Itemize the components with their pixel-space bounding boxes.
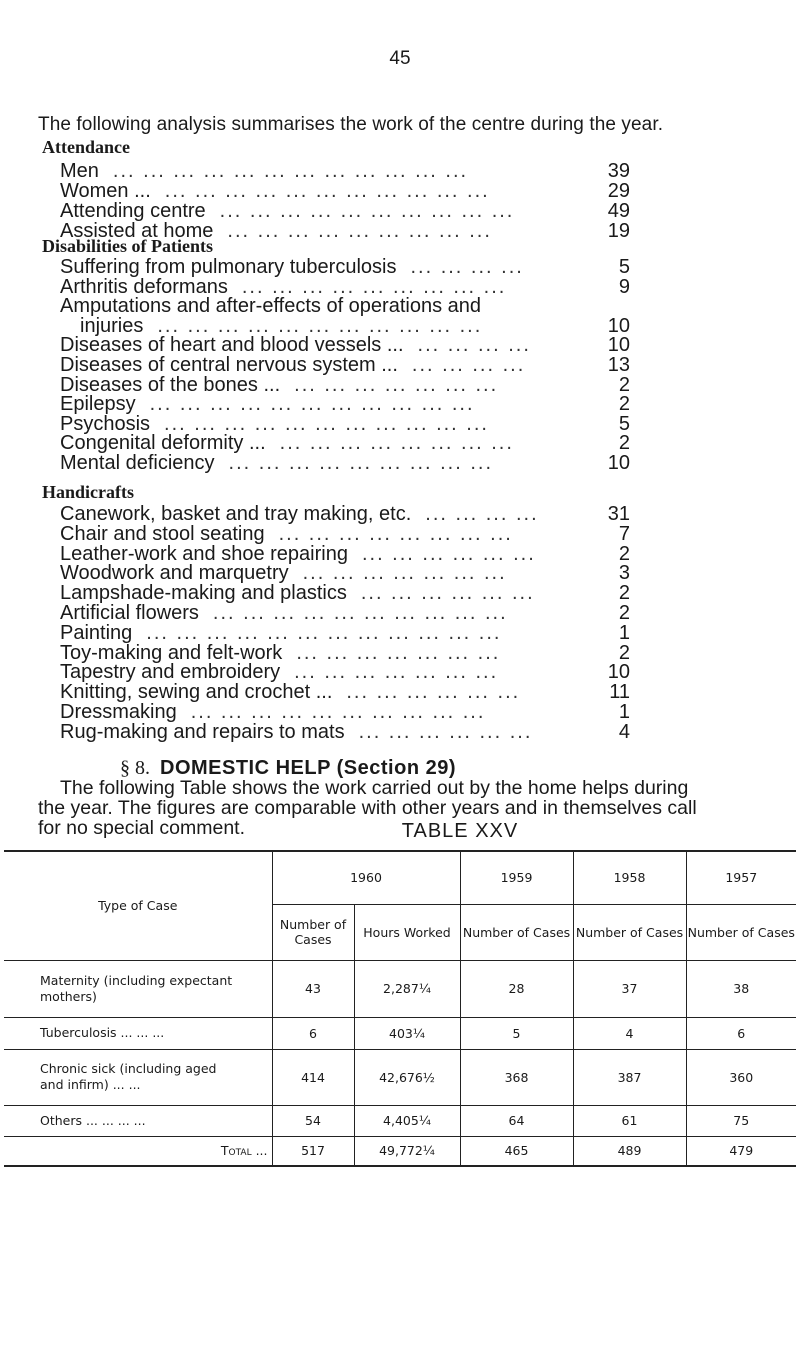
cell-cases-1958: 61 [573,1105,686,1136]
cell-cases-1959: 28 [460,960,573,1017]
handicrafts-item [60,543,630,565]
subheader-1957-number: Number of Cases [686,904,796,960]
attendance-item-value: 49 [607,200,630,222]
dot-leader: ... ... ... ... [411,354,526,376]
cell-cases-1957: 38 [686,960,796,1017]
table-row [4,960,796,1017]
handicrafts-item-label: Dressmaking [60,701,177,723]
disabilities-item-label: Congenital deformity ... [60,432,266,455]
disabilities-item-value: 2 [618,432,630,455]
attendance-item [60,160,630,182]
dot-leader: ... ... ... ... ... ... ... [294,373,499,396]
handicrafts-item-value: 7 [618,522,630,545]
dot-leader: ... ... ... ... ... ... ... ... [279,432,514,455]
cell-cases-1959: 5 [460,1017,573,1049]
handicrafts-item [60,661,630,683]
disabilities-item-value: 2 [618,393,630,416]
dot-leader: ... ... ... ... ... ... ... [294,661,499,684]
handicrafts-item-value: 1 [618,621,630,644]
disabilities-item-label: Mental deficiency [60,452,215,474]
handicrafts-item-label: Woodwork and marquetry [60,562,289,585]
handicrafts-item [60,721,630,743]
cell-case-type: Others ... ... ... ... [4,1105,272,1136]
dot-leader: ... ... ... ... ... ... ... [302,562,507,585]
disabilities-item-label: Diseases of heart and blood vessels ... [60,334,404,357]
disabilities-item-label: Arthritis deformans [60,275,228,298]
handicrafts-item-value: 3 [618,562,630,585]
cell-case-type: Chronic sick (including aged and infirm) ... ... [4,1049,272,1105]
disabilities-item [60,452,630,474]
dot-leader: ... ... ... ... ... ... ... ... ... ... [219,200,515,222]
handicrafts-item [60,681,630,703]
cell-cases-1959: 368 [460,1049,573,1105]
handicrafts-item-value: 1 [618,701,630,723]
dot-leader: ... ... ... ... ... ... ... ... ... [228,452,494,474]
header-year-1957: 1957 [686,851,796,904]
cell-cases-1960: 54 [272,1105,354,1136]
disabilities-item-label: Diseases of central nervous system ... [60,354,398,376]
total-cases-1959: 465 [460,1136,573,1166]
table-row [4,1017,796,1049]
handicrafts-item-label: Artificial flowers [60,602,199,624]
subheader-1960-hours: Hours Worked [354,904,460,960]
dot-leader: ... ... ... ... ... ... ... ... ... [227,220,492,242]
cell-hours-1960: 42,676½ [354,1049,460,1105]
handicrafts-item [60,582,630,604]
attendance-item [60,200,630,222]
disabilities-item-value: 5 [618,412,630,435]
cell-cases-1957: 75 [686,1105,796,1136]
cell-hours-1960: 4,405¼ [354,1105,460,1136]
handicrafts-item-value: 2 [618,602,630,624]
table-title: TABLE XXV [401,820,519,842]
handicrafts-item-label: Rug-making and repairs to mats [60,720,345,743]
handicrafts-item-value: 31 [607,503,630,525]
attendance-item-value: 39 [607,160,630,182]
dot-leader: ... ... ... ... [425,503,539,525]
cell-cases-1958: 4 [573,1017,686,1049]
header-type-of-case: Type of Case [4,851,272,960]
total-cases-1958: 489 [573,1136,686,1166]
dot-leader: ... ... ... ... ... ... ... ... ... ... [190,701,486,723]
handicrafts-item-label: Knitting, sewing and crochet ... [60,681,333,704]
page-number: 45 [389,48,411,69]
disabilities-item-value: 9 [618,275,630,298]
handicrafts-item-label: Chair and stool seating [60,522,265,545]
dot-leader: ... ... ... ... ... ... ... ... ... [241,275,507,298]
cell-cases-1957: 6 [686,1017,796,1049]
disabilities-item-label: Amputations and after-effects of operations and [60,295,482,318]
disabilities-item-value: 2 [618,373,630,396]
dot-leader: ... ... ... ... ... ... [361,542,536,565]
table-row [4,1049,796,1105]
attendance-heading: Attendance [42,137,130,157]
table-body [4,960,796,1166]
handicrafts-item [60,503,630,525]
disabilities-item-label: injuries [80,314,144,337]
attendance-item-value: 19 [607,220,630,242]
dot-leader: ... ... ... ... ... ... ... ... ... ... [212,602,508,624]
disabilities-item-value: 10 [607,334,630,357]
handicrafts-item [60,642,630,664]
subheader-1959-number: Number of Cases [460,904,573,960]
dot-leader: ... ... ... ... ... ... ... ... ... ... ... ... [112,160,469,182]
cell-cases-1960: 6 [272,1017,354,1049]
section-title: DOMESTIC HELP (Section 29) [160,757,457,779]
table-row [4,1105,796,1136]
dot-leader: ... ... ... ... ... ... [360,582,535,605]
handicrafts-item [60,602,630,624]
attendance-item-label: Assisted at home [60,220,214,242]
dot-leader: ... ... ... ... ... ... ... ... ... ... ... [149,393,475,416]
total-hours-1960: 49,772¼ [354,1136,460,1166]
handicrafts-item [60,523,630,545]
handicrafts-item-value: 2 [618,641,630,664]
cell-cases-1960: 43 [272,960,354,1017]
cell-cases-1957: 360 [686,1049,796,1105]
header-year-1958: 1958 [573,851,686,904]
disabilities-item-label: Psychosis [60,412,151,435]
cell-hours-1960: 2,287¼ [354,960,460,1017]
handicrafts-item [60,701,630,723]
cell-hours-1960: 403¼ [354,1017,460,1049]
handicrafts-item [60,562,630,584]
handicrafts-item-value: 2 [618,542,630,565]
cell-cases-1960: 414 [272,1049,354,1105]
handicrafts-item-label: Toy-making and felt-work [60,641,283,664]
disabilities-item-value: 5 [618,256,630,278]
cell-cases-1958: 37 [573,960,686,1017]
attendance-item-value: 29 [607,180,630,202]
dot-leader: ... ... ... ... ... ... [346,681,521,704]
handicrafts-heading: Handicrafts [42,482,134,502]
handicrafts-item-label: Tapestry and embroidery [60,661,281,684]
attendance-item-label: Women ... [60,180,151,202]
handicrafts-item [60,622,630,644]
total-cases-1957: 479 [686,1136,796,1166]
handicrafts-item-label: Lampshade-making and plastics [60,582,347,605]
header-year-1959: 1959 [460,851,573,904]
handicrafts-item-value: 4 [618,720,630,743]
attendance-item [60,180,630,202]
disabilities-item-value: 10 [607,452,630,474]
subheader-1958-number: Number of Cases [573,904,686,960]
section-number: § 8. [120,757,150,779]
dot-leader: ... ... ... ... ... ... [358,720,533,743]
attendance-item-label: Attending centre [60,200,206,222]
dot-leader: ... ... ... ... ... ... ... ... ... ... ... ... [146,621,502,644]
attendance-item-label: Men [60,160,99,182]
cell-cases-1958: 387 [573,1049,686,1105]
disabilities-item-label: Epilepsy [60,393,136,416]
dot-leader: ... ... ... ... [410,256,524,278]
cell-case-type: Maternity (including expectant mothers) [4,960,272,1017]
disabilities-heading: Disabilities of Patients [42,236,213,256]
domestic-help-table [4,851,796,1167]
handicrafts-item-value: 10 [607,661,630,684]
dot-leader: ... ... ... ... [417,334,531,357]
handicrafts-item-label: Painting [60,621,133,644]
handicrafts-item-value: 2 [618,582,630,605]
section-paragraph-line-2: the year. The figures are comparable with other years and in themselves call [38,797,697,819]
handicrafts-item-value: 11 [609,681,630,704]
dot-leader: ... ... ... ... ... ... ... ... ... ... ... [157,314,483,337]
header-year-1960: 1960 [272,851,460,904]
disabilities-item-label: Diseases of the bones ... [60,373,281,396]
dot-leader: ... ... ... ... ... ... ... [296,641,501,664]
cell-case-type: Tuberculosis ... ... ... [4,1017,272,1049]
total-cases-1960: 517 [272,1136,354,1166]
cell-cases-1959: 64 [460,1105,573,1136]
total-case-type: Total ... [4,1136,272,1166]
dot-leader: ... ... ... ... ... ... ... ... ... ... ... [164,412,489,435]
disabilities-item-label: Suffering from pulmonary tuberculosis [60,256,397,278]
disabilities-item-value: 13 [607,354,630,376]
handicrafts-item-label: Canework, basket and tray making, etc. [60,503,412,525]
dot-leader: ... ... ... ... ... ... ... ... [278,522,513,545]
section-paragraph-line-1: The following Table shows the work carried out by the home helps during [60,777,689,799]
disabilities-item-value: 10 [607,314,630,337]
table-total-row [4,1136,796,1166]
handicrafts-item-label: Leather-work and shoe repairing [60,542,348,565]
section-paragraph-line-3: for no special comment. [38,817,246,839]
intro-text: The following analysis summarises the work of the centre during the year. [38,114,664,135]
subheader-1960-number: Number of Cases [272,904,354,960]
dot-leader: ... ... ... ... ... ... ... ... ... ... ... [164,180,490,202]
